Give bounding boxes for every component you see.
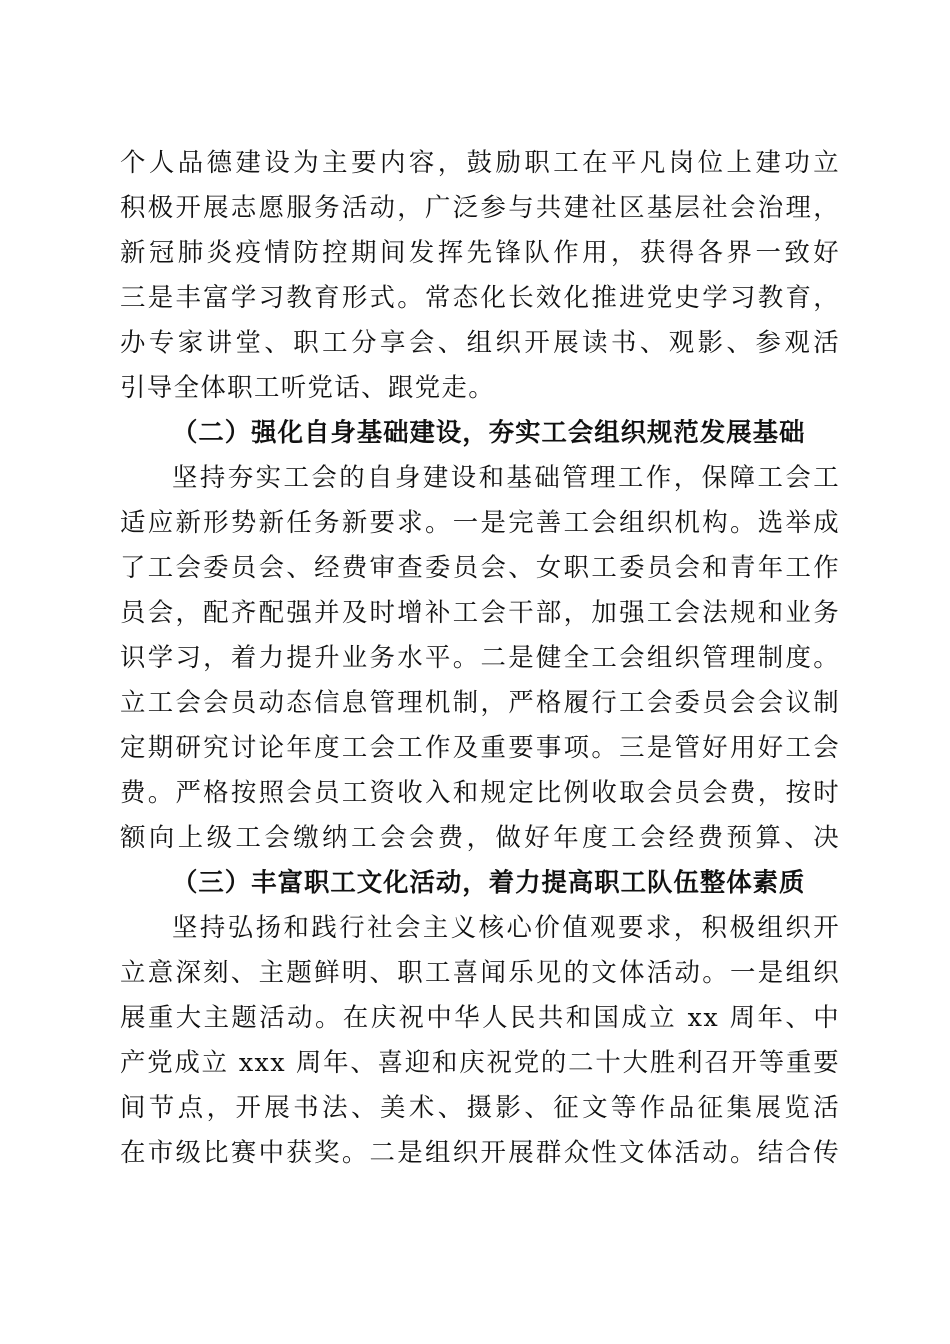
paragraph-line: 定期研究讨论年度工会工作及重要事项。三是管好用好工会 — [120, 732, 840, 762]
paragraph-line: 引导全体职工听党话、跟党走。 — [120, 372, 496, 402]
paragraph-line: 立意深刻、主题鲜明、职工喜闻乐见的文体活动。一是组织 — [120, 957, 840, 987]
paragraph-line: 个人品德建设为主要内容，鼓励职工在平凡岗位上建功立 — [120, 147, 840, 177]
paragraph-line: 在市级比赛中获奖。二是组织开展群众性文体活动。结合传 — [120, 1137, 840, 1167]
paragraph-line: 费。严格按照会员工资收入和规定比例收取会员会费，按时 — [120, 777, 840, 807]
paragraph-line: 识学习，着力提升业务水平。二是健全工会组织管理制度。 — [120, 642, 840, 672]
paragraph-line: 办专家讲堂、职工分享会、组织开展读书、观影、参观活 — [120, 327, 840, 357]
paragraph-line: 产党成立 xxx 周年、喜迎和庆祝党的二十大胜利召开等重要 — [120, 1047, 840, 1077]
paragraph-line: 积极开展志愿服务活动，广泛参与共建社区基层社会治理， — [120, 192, 840, 222]
paragraph-line: 间节点，开展书法、美术、摄影、征文等作品征集展览活 — [120, 1092, 840, 1122]
paragraph-line: 员会，配齐配强并及时增补工会干部，加强工会法规和业务 — [120, 597, 840, 627]
paragraph-line: 坚持夯实工会的自身建设和基础管理工作，保障工会工 — [172, 462, 840, 492]
paragraph-line: 立工会会员动态信息管理机制，严格履行工会委员会会议制 — [120, 687, 840, 717]
paragraph-line: 展重大主题活动。在庆祝中华人民共和国成立 xx 周年、中 — [120, 1002, 840, 1032]
paragraph-line: 坚持弘扬和践行社会主义核心价值观要求，积极组织开 — [172, 912, 840, 942]
paragraph-line: 额向上级工会缴纳工会会费，做好年度工会经费预算、决 — [120, 822, 840, 852]
paragraph-line: 了工会委员会、经费审查委员会、女职工委员会和青年工作 — [120, 552, 840, 582]
paragraph-line: 适应新形势新任务新要求。一是完善工会组织机构。选举成 — [120, 507, 840, 537]
section-heading-2: （二）强化自身基础建设，夯实工会组织规范发展基础 — [172, 417, 806, 447]
paragraph-line: 新冠肺炎疫情防控期间发挥先锋队作用，获得各界一致好 — [120, 237, 840, 267]
section-heading-3: （三）丰富职工文化活动，着力提高职工队伍整体素质 — [172, 867, 806, 897]
paragraph-line: 三是丰富学习教育形式。常态化长效化推进党史学习教育， — [120, 282, 840, 312]
